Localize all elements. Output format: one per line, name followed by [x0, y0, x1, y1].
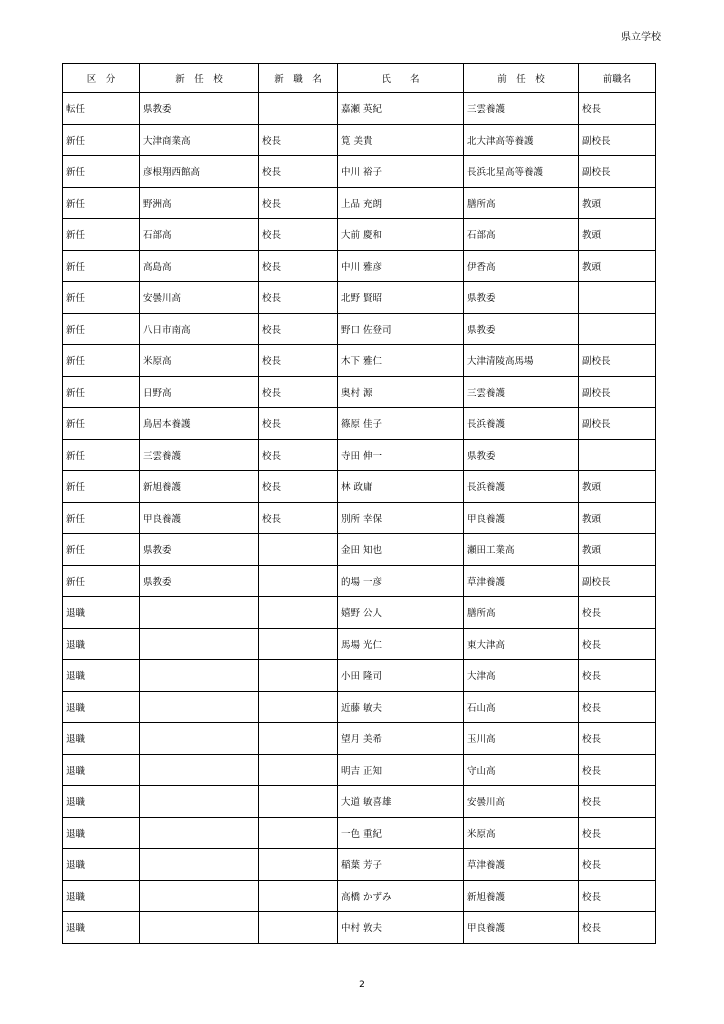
cell-previous-position: 校長: [579, 93, 656, 125]
cell-new-school: [140, 754, 259, 786]
table-row: [63, 187, 656, 219]
cell-name: 望月 美希: [338, 723, 464, 755]
cell-previous-school: 膳所高: [464, 597, 579, 629]
cell-name: 金田 知也: [338, 534, 464, 566]
cell-previous-position: 校長: [579, 880, 656, 912]
table-row: [63, 660, 656, 692]
cell-category: 退職: [63, 849, 140, 881]
cell-new-position: [259, 754, 338, 786]
cell-category: 新任: [63, 565, 140, 597]
cell-new-position: 校長: [259, 439, 338, 471]
cell-name: 大道 敏喜雄: [338, 786, 464, 818]
cell-category: 新任: [63, 345, 140, 377]
cell-name: 中村 敦夫: [338, 912, 464, 944]
cell-new-position: 校長: [259, 124, 338, 156]
cell-new-school: 県教委: [140, 534, 259, 566]
cell-new-school: 新旭養護: [140, 471, 259, 503]
cell-previous-position: 副校長: [579, 408, 656, 440]
cell-category: 新任: [63, 250, 140, 282]
cell-category: 退職: [63, 723, 140, 755]
cell-new-position: [259, 817, 338, 849]
cell-category: 新任: [63, 313, 140, 345]
cell-category: 新任: [63, 408, 140, 440]
cell-name: 別所 幸保: [338, 502, 464, 534]
table-row: [63, 817, 656, 849]
cell-new-school: 県教委: [140, 565, 259, 597]
page-header-category: 県立学校: [621, 32, 661, 43]
cell-previous-position: 校長: [579, 691, 656, 723]
cell-new-position: [259, 691, 338, 723]
cell-previous-school: 県教委: [464, 313, 579, 345]
cell-category: 退職: [63, 597, 140, 629]
cell-new-position: 校長: [259, 345, 338, 377]
column-header-category: 区 分: [63, 64, 140, 93]
table-row: [63, 376, 656, 408]
cell-previous-school: 大津清陵高馬場: [464, 345, 579, 377]
cell-new-school: [140, 660, 259, 692]
cell-name: 明吉 正知: [338, 754, 464, 786]
cell-previous-school: 草津養護: [464, 565, 579, 597]
cell-new-position: [259, 628, 338, 660]
cell-name: 木下 雅仁: [338, 345, 464, 377]
cell-new-position: [259, 786, 338, 818]
cell-name: 一色 重紀: [338, 817, 464, 849]
cell-name: 的場 一彦: [338, 565, 464, 597]
cell-previous-position: 副校長: [579, 565, 656, 597]
cell-name: 篠原 佳子: [338, 408, 464, 440]
cell-new-school: [140, 817, 259, 849]
table-row: [63, 691, 656, 723]
cell-name: 筧 美貴: [338, 124, 464, 156]
cell-category: 新任: [63, 502, 140, 534]
cell-previous-position: 校長: [579, 817, 656, 849]
cell-new-position: 校長: [259, 156, 338, 188]
cell-previous-school: 玉川高: [464, 723, 579, 755]
cell-previous-school: 草津養護: [464, 849, 579, 881]
cell-previous-school: 長浜北星高等養護: [464, 156, 579, 188]
cell-name: 近藤 敏夫: [338, 691, 464, 723]
cell-new-school: [140, 628, 259, 660]
table-row: [63, 439, 656, 471]
cell-previous-school: 甲良養護: [464, 502, 579, 534]
cell-name: 嬉野 公人: [338, 597, 464, 629]
cell-name: 中川 裕子: [338, 156, 464, 188]
cell-previous-school: 三雲養護: [464, 376, 579, 408]
cell-new-school: 三雲養護: [140, 439, 259, 471]
table-row: [63, 219, 656, 251]
cell-new-school: 日野高: [140, 376, 259, 408]
cell-category: 退職: [63, 880, 140, 912]
cell-category: 退職: [63, 628, 140, 660]
cell-new-school: [140, 912, 259, 944]
cell-new-position: [259, 660, 338, 692]
personnel-table: [62, 63, 656, 944]
cell-previous-position: 副校長: [579, 376, 656, 408]
cell-category: 新任: [63, 124, 140, 156]
cell-new-position: [259, 534, 338, 566]
cell-new-position: [259, 849, 338, 881]
cell-name: 嘉瀬 英紀: [338, 93, 464, 125]
cell-new-school: 石部高: [140, 219, 259, 251]
cell-category: 新任: [63, 376, 140, 408]
cell-category: 退職: [63, 691, 140, 723]
cell-new-position: 校長: [259, 376, 338, 408]
cell-name: 馬場 光仁: [338, 628, 464, 660]
cell-new-position: [259, 880, 338, 912]
column-header-new-position: 新 職 名: [259, 64, 338, 93]
cell-previous-position: 校長: [579, 723, 656, 755]
cell-previous-position: 副校長: [579, 124, 656, 156]
cell-previous-position: 校長: [579, 754, 656, 786]
cell-previous-position: 校長: [579, 660, 656, 692]
cell-category: 新任: [63, 187, 140, 219]
cell-category: 退職: [63, 754, 140, 786]
table-row: [63, 534, 656, 566]
cell-previous-school: 安曇川高: [464, 786, 579, 818]
cell-new-position: [259, 93, 338, 125]
cell-category: 新任: [63, 282, 140, 314]
cell-previous-position: 教頭: [579, 250, 656, 282]
table-row: [63, 849, 656, 881]
cell-previous-position: 副校長: [579, 156, 656, 188]
cell-name: 高橋 かずみ: [338, 880, 464, 912]
cell-previous-position: 教頭: [579, 471, 656, 503]
table-header-row: [63, 64, 656, 93]
cell-new-school: [140, 691, 259, 723]
table-row: [63, 880, 656, 912]
cell-previous-school: 伊香高: [464, 250, 579, 282]
cell-previous-position: 校長: [579, 786, 656, 818]
cell-new-school: 米原高: [140, 345, 259, 377]
cell-name: 上品 充朗: [338, 187, 464, 219]
cell-previous-school: 膳所高: [464, 187, 579, 219]
cell-name: 林 政庸: [338, 471, 464, 503]
cell-previous-school: 甲良養護: [464, 912, 579, 944]
table-row: [63, 345, 656, 377]
cell-name: 中川 雅彦: [338, 250, 464, 282]
cell-new-school: [140, 723, 259, 755]
cell-category: 新任: [63, 219, 140, 251]
table-row: [63, 723, 656, 755]
cell-new-position: 校長: [259, 408, 338, 440]
table-row: [63, 282, 656, 314]
column-header-previous-school: 前 任 校: [464, 64, 579, 93]
cell-previous-position: 副校長: [579, 345, 656, 377]
cell-previous-school: 北大津高等養護: [464, 124, 579, 156]
cell-category: 退職: [63, 817, 140, 849]
cell-previous-school: 県教委: [464, 282, 579, 314]
cell-new-school: 彦根翔西館高: [140, 156, 259, 188]
table-row: [63, 408, 656, 440]
cell-new-school: 大津商業高: [140, 124, 259, 156]
column-header-new-school: 新 任 校: [140, 64, 259, 93]
cell-name: 野口 佐登司: [338, 313, 464, 345]
cell-previous-position: 校長: [579, 912, 656, 944]
table-row: [63, 565, 656, 597]
table-row: [63, 250, 656, 282]
cell-name: 小田 隆司: [338, 660, 464, 692]
cell-category: 新任: [63, 156, 140, 188]
cell-previous-school: 長浜養護: [464, 408, 579, 440]
cell-new-school: 高島高: [140, 250, 259, 282]
cell-new-position: 校長: [259, 219, 338, 251]
cell-new-position: 校長: [259, 471, 338, 503]
column-header-previous-position: 前職名: [579, 64, 656, 93]
cell-name: 北野 賢昭: [338, 282, 464, 314]
table-row: [63, 597, 656, 629]
table-row: [63, 471, 656, 503]
cell-previous-position: 校長: [579, 597, 656, 629]
cell-new-school: 野洲高: [140, 187, 259, 219]
table-row: [63, 156, 656, 188]
table-row: [63, 313, 656, 345]
page-number: 2: [359, 980, 365, 990]
cell-new-position: [259, 597, 338, 629]
cell-category: 転任: [63, 93, 140, 125]
cell-previous-school: 三雲養護: [464, 93, 579, 125]
cell-previous-school: 石山高: [464, 691, 579, 723]
cell-name: 奥村 源: [338, 376, 464, 408]
cell-new-school: 鳥居本養護: [140, 408, 259, 440]
cell-previous-school: 石部高: [464, 219, 579, 251]
cell-new-position: 校長: [259, 250, 338, 282]
cell-previous-school: 瀬田工業高: [464, 534, 579, 566]
cell-previous-school: 県教委: [464, 439, 579, 471]
cell-previous-position: 教頭: [579, 534, 656, 566]
cell-name: 寺田 伸一: [338, 439, 464, 471]
cell-new-school: 県教委: [140, 93, 259, 125]
cell-previous-position: [579, 313, 656, 345]
cell-previous-school: 米原高: [464, 817, 579, 849]
cell-new-position: 校長: [259, 187, 338, 219]
cell-name: 稲葉 芳子: [338, 849, 464, 881]
cell-new-school: 安曇川高: [140, 282, 259, 314]
table-row: [63, 912, 656, 944]
cell-previous-position: 校長: [579, 628, 656, 660]
cell-previous-school: 大津高: [464, 660, 579, 692]
cell-new-school: [140, 597, 259, 629]
cell-category: 新任: [63, 471, 140, 503]
column-header-name: 氏 名: [338, 64, 464, 93]
cell-previous-school: 守山高: [464, 754, 579, 786]
cell-category: 退職: [63, 660, 140, 692]
cell-category: 退職: [63, 912, 140, 944]
cell-new-position: 校長: [259, 282, 338, 314]
cell-previous-position: 教頭: [579, 187, 656, 219]
cell-previous-position: 校長: [579, 849, 656, 881]
table-row: [63, 628, 656, 660]
cell-new-position: [259, 912, 338, 944]
cell-name: 大前 慶和: [338, 219, 464, 251]
cell-new-school: 甲良養護: [140, 502, 259, 534]
cell-new-position: 校長: [259, 313, 338, 345]
table-row: [63, 786, 656, 818]
cell-previous-position: [579, 439, 656, 471]
table-row: [63, 502, 656, 534]
cell-category: 新任: [63, 534, 140, 566]
cell-new-school: [140, 849, 259, 881]
cell-previous-school: 新旭養護: [464, 880, 579, 912]
table-body: [63, 93, 656, 944]
cell-previous-school: 東大津高: [464, 628, 579, 660]
cell-previous-position: [579, 282, 656, 314]
cell-new-school: 八日市南高: [140, 313, 259, 345]
table-row: [63, 754, 656, 786]
cell-new-position: 校長: [259, 502, 338, 534]
cell-previous-position: 教頭: [579, 502, 656, 534]
table-row: [63, 93, 656, 125]
cell-new-school: [140, 880, 259, 912]
cell-category: 新任: [63, 439, 140, 471]
table-row: [63, 124, 656, 156]
cell-category: 退職: [63, 786, 140, 818]
cell-previous-school: 長浜養護: [464, 471, 579, 503]
cell-new-position: [259, 723, 338, 755]
cell-new-school: [140, 786, 259, 818]
cell-new-position: [259, 565, 338, 597]
cell-previous-position: 教頭: [579, 219, 656, 251]
